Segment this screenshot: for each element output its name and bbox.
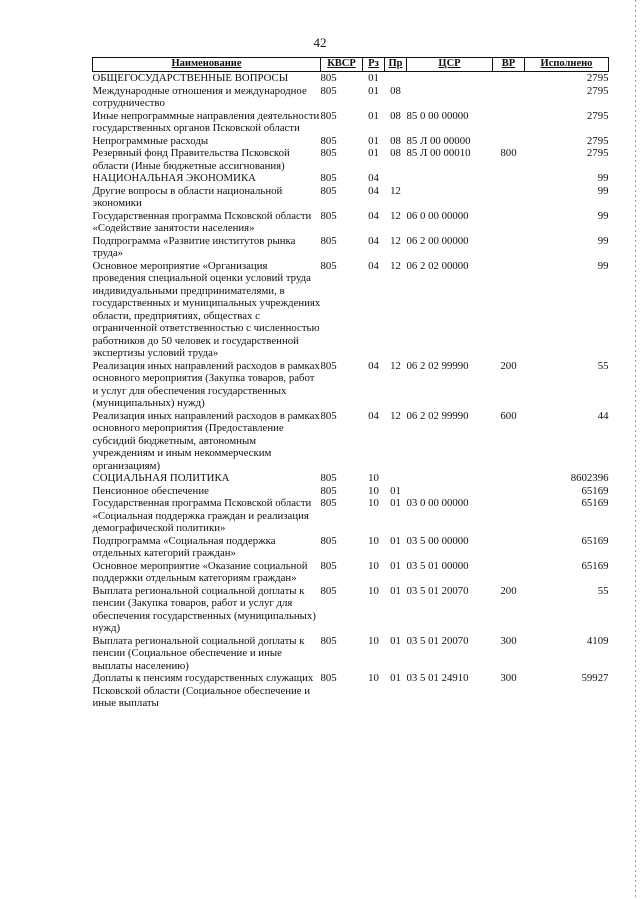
cell-rz: 04: [368, 234, 379, 247]
cell-csr: 03 5 01 00000: [406, 559, 469, 572]
cell-csr: 03 0 00 00000: [406, 497, 469, 509]
cell-name: Государственная программа Псковской области «Содействие занятости населения»: [92, 209, 312, 234]
cell-csr: 85 Л 00 00000: [406, 134, 471, 147]
table-row: [93, 72, 609, 85]
cell-name: НАЦИОНАЛЬНАЯ ЭКОНОМИКА: [92, 172, 256, 184]
cell-csr: 03 5 01 20070: [406, 584, 469, 597]
cell-csr: [407, 472, 493, 485]
cell-pr: 12: [390, 359, 401, 372]
cell-amount: 99: [597, 259, 609, 272]
cell-pr: 01: [390, 559, 401, 572]
cell-vr: [493, 135, 525, 148]
cell-kvsr: 805: [320, 147, 337, 159]
table-row: [93, 172, 609, 185]
cell-kvsr: 805: [320, 534, 337, 547]
cell-name: Реализация иных направлений расходов в рамках основного мероприятия (Предоставление субсидий бюджетным, автономным учреждениям и иным некоммерческим организациям): [92, 409, 320, 472]
table-row: [93, 85, 609, 110]
cell-amount: 8602396: [570, 472, 609, 484]
cell-amount: 55: [597, 359, 609, 372]
cell-rz: 01: [368, 72, 379, 84]
cell-vr: 600: [500, 409, 517, 422]
cell-rz: 04: [368, 409, 379, 422]
cell-vr: 200: [500, 584, 517, 597]
cell-pr: 08: [390, 84, 401, 97]
cell-rz: 04: [368, 209, 379, 222]
cell-name: Другие вопросы в области национальной экономики: [92, 184, 283, 209]
cell-pr: 08: [390, 147, 401, 159]
table-row: [93, 360, 609, 410]
cell-amount: 65169: [581, 497, 609, 509]
cell-name: Государственная программа Псковской области «Социальная поддержка граждан и реализация демографической политики»: [92, 497, 312, 534]
cell-vr: [493, 235, 525, 260]
header-pr: Пр: [385, 58, 407, 72]
cell-amount: 99: [597, 209, 609, 222]
cell-kvsr: 805: [320, 497, 337, 509]
header-amount: Исполнено: [525, 58, 609, 72]
cell-pr: [385, 472, 407, 485]
cell-vr: [493, 485, 525, 498]
cell-name: Выплата региональной социальной доплаты к пенсии (Закупка товаров, работ и услуг для обеспечения государственных (муниципальных) нужд): [92, 584, 316, 634]
cell-csr: 03 5 01 20070: [406, 634, 469, 647]
cell-vr: 200: [500, 359, 517, 372]
cell-vr: [493, 260, 525, 360]
cell-pr: 12: [390, 209, 401, 222]
budget-table: [92, 57, 609, 710]
cell-csr: 06 0 00 00000: [406, 209, 469, 222]
cell-csr: 85 0 00 00000: [406, 109, 469, 122]
cell-name: Реализация иных направлений расходов в рамках основного мероприятия (Закупка товаров, работ и услуг для обеспечения государственных (муниципальных) нужд): [92, 359, 320, 409]
cell-csr: 03 5 00 00000: [406, 534, 469, 547]
cell-rz: 10: [368, 472, 379, 484]
cell-vr: 300: [500, 672, 517, 684]
cell-name: Иные непрограммные направления деятельности государственных органов Псковской области: [92, 109, 320, 134]
cell-name: Резервный фонд Правительства Псковской области (Иные бюджетные ассигнования): [92, 147, 290, 172]
cell-rz: 01: [368, 147, 379, 159]
cell-vr: [493, 560, 525, 585]
cell-vr: [493, 185, 525, 210]
table-row: [93, 135, 609, 148]
cell-amount: 2795: [586, 109, 609, 122]
cell-csr: 06 2 02 99990: [406, 359, 469, 372]
cell-name: Основное мероприятие «Организация проведения специальной оценки условий труда индивидуальными предпринимателями, в государственных и муниципальных учреждениях области, предприятиях, обществах с ограниченной ответственностью с численностью работников до 50 человек и государственной экспертизы условий труда»: [92, 259, 321, 359]
cell-pr: 12: [390, 259, 401, 272]
cell-pr: [385, 72, 407, 85]
cell-name: Выплата региональной социальной доплаты к пенсии (Социальное обеспечение и иные выплаты населению): [92, 634, 305, 672]
cell-rz: 04: [368, 359, 379, 372]
cell-vr: [493, 85, 525, 110]
cell-vr: 300: [500, 634, 517, 647]
cell-name: Пенсионное обеспечение: [92, 484, 209, 497]
cell-pr: 01: [390, 497, 401, 509]
cell-kvsr: 805: [320, 259, 337, 272]
cell-rz: 10: [368, 584, 379, 597]
cell-name: СОЦИАЛЬНАЯ ПОЛИТИКА: [92, 472, 230, 484]
table-row: [93, 260, 609, 360]
cell-csr: [407, 485, 493, 498]
cell-rz: 01: [368, 109, 379, 122]
table-header-row: [93, 58, 609, 72]
cell-name: Международные отношения и международное сотрудничество: [92, 84, 307, 109]
cell-csr: 06 2 00 00000: [406, 234, 469, 247]
table-row: [93, 560, 609, 585]
cell-rz: 01: [368, 134, 379, 147]
cell-amount: 4109: [586, 634, 609, 647]
cell-kvsr: 805: [320, 109, 337, 122]
cell-amount: 2795: [586, 84, 609, 97]
cell-csr: [407, 185, 493, 210]
cell-csr: 06 2 02 00000: [406, 259, 469, 272]
cell-amount: 65169: [581, 559, 609, 572]
cell-name: Подпрограмма «Развитие институтов рынка труда»: [92, 234, 296, 259]
table-row: [93, 497, 609, 535]
cell-name: Подпрограмма «Социальная поддержка отдельных категорий граждан»: [92, 534, 276, 559]
cell-pr: 01: [390, 672, 401, 684]
cell-kvsr: 805: [320, 72, 337, 84]
cell-csr: 85 Л 00 00010: [406, 147, 471, 159]
cell-csr: 03 5 01 24910: [406, 672, 469, 684]
cell-rz: 10: [368, 559, 379, 572]
cell-amount: 2795: [586, 134, 609, 147]
cell-pr: 12: [390, 184, 401, 197]
cell-amount: 55: [597, 584, 609, 597]
cell-kvsr: 805: [320, 634, 337, 647]
cell-amount: 2795: [586, 72, 609, 84]
cell-rz: 10: [368, 634, 379, 647]
cell-csr: [407, 72, 493, 85]
cell-rz: 10: [368, 484, 379, 497]
table-row: [93, 635, 609, 673]
cell-pr: 12: [390, 409, 401, 422]
cell-kvsr: 805: [320, 134, 337, 147]
cell-vr: [493, 497, 525, 535]
cell-kvsr: 805: [320, 184, 337, 197]
cell-rz: 10: [368, 672, 379, 684]
cell-pr: 01: [390, 584, 401, 597]
cell-kvsr: 805: [320, 584, 337, 597]
cell-name: Непрограммные расходы: [92, 134, 209, 147]
cell-name: Доплаты к пенсиям государственных служащих Псковской области (Социальное обеспечение и иные выплаты: [92, 672, 314, 709]
table-row: [93, 410, 609, 473]
cell-csr: [407, 85, 493, 110]
table-row: [93, 235, 609, 260]
cell-kvsr: 805: [320, 559, 337, 572]
cell-amount: 99: [597, 184, 609, 197]
cell-kvsr: 805: [320, 359, 337, 372]
header-csr: ЦСР: [407, 58, 493, 72]
cell-kvsr: 805: [320, 234, 337, 247]
cell-vr: [493, 172, 525, 185]
table-row: [93, 535, 609, 560]
cell-amount: 99: [597, 172, 609, 184]
cell-pr: [385, 172, 407, 185]
cell-vr: [493, 535, 525, 560]
cell-pr: 08: [390, 109, 401, 122]
cell-amount: 44: [597, 409, 609, 422]
cell-amount: 65169: [581, 534, 609, 547]
cell-name: ОБЩЕГОСУДАРСТВЕННЫЕ ВОПРОСЫ: [92, 72, 289, 84]
cell-vr: [493, 472, 525, 485]
table-row: [93, 672, 609, 710]
cell-rz: 04: [368, 184, 379, 197]
cell-rz: 04: [368, 172, 379, 184]
cell-rz: 10: [368, 534, 379, 547]
cell-pr: 01: [390, 484, 401, 497]
table-row: [93, 585, 609, 635]
table-row: [93, 185, 609, 210]
cell-kvsr: 805: [320, 472, 337, 484]
table-row: [93, 485, 609, 498]
header-kvsr: КВСР: [321, 58, 363, 72]
cell-pr: 01: [390, 534, 401, 547]
cell-vr: 800: [500, 147, 517, 159]
scan-edge: [635, 0, 636, 899]
cell-amount: 59927: [581, 672, 609, 684]
cell-csr: [407, 172, 493, 185]
cell-kvsr: 805: [320, 84, 337, 97]
table-row: [93, 147, 609, 172]
cell-pr: 12: [390, 234, 401, 247]
cell-kvsr: 805: [320, 484, 337, 497]
cell-csr: 06 2 02 99990: [406, 409, 469, 422]
cell-pr: 01: [390, 634, 401, 647]
cell-name: Основное мероприятие «Оказание социальной поддержки отдельным категориям граждан»: [92, 559, 308, 584]
header-name: Наименование: [93, 58, 321, 72]
cell-kvsr: 805: [320, 172, 337, 184]
table-row: [93, 110, 609, 135]
cell-kvsr: 805: [320, 672, 337, 684]
table-row: [93, 472, 609, 485]
table-row: [93, 210, 609, 235]
cell-vr: [493, 210, 525, 235]
header-rz: Рз: [363, 58, 385, 72]
cell-kvsr: 805: [320, 209, 337, 222]
cell-rz: 10: [368, 497, 379, 509]
header-vr: ВР: [493, 58, 525, 72]
cell-amount: 65169: [581, 484, 609, 497]
cell-rz: 04: [368, 259, 379, 272]
cell-vr: [493, 72, 525, 85]
cell-amount: 2795: [586, 147, 609, 159]
page-number: 42: [313, 35, 327, 50]
cell-amount: 99: [597, 234, 609, 247]
cell-rz: 01: [368, 84, 379, 97]
cell-vr: [493, 110, 525, 135]
cell-pr: 08: [390, 134, 401, 147]
cell-kvsr: 805: [320, 409, 337, 422]
